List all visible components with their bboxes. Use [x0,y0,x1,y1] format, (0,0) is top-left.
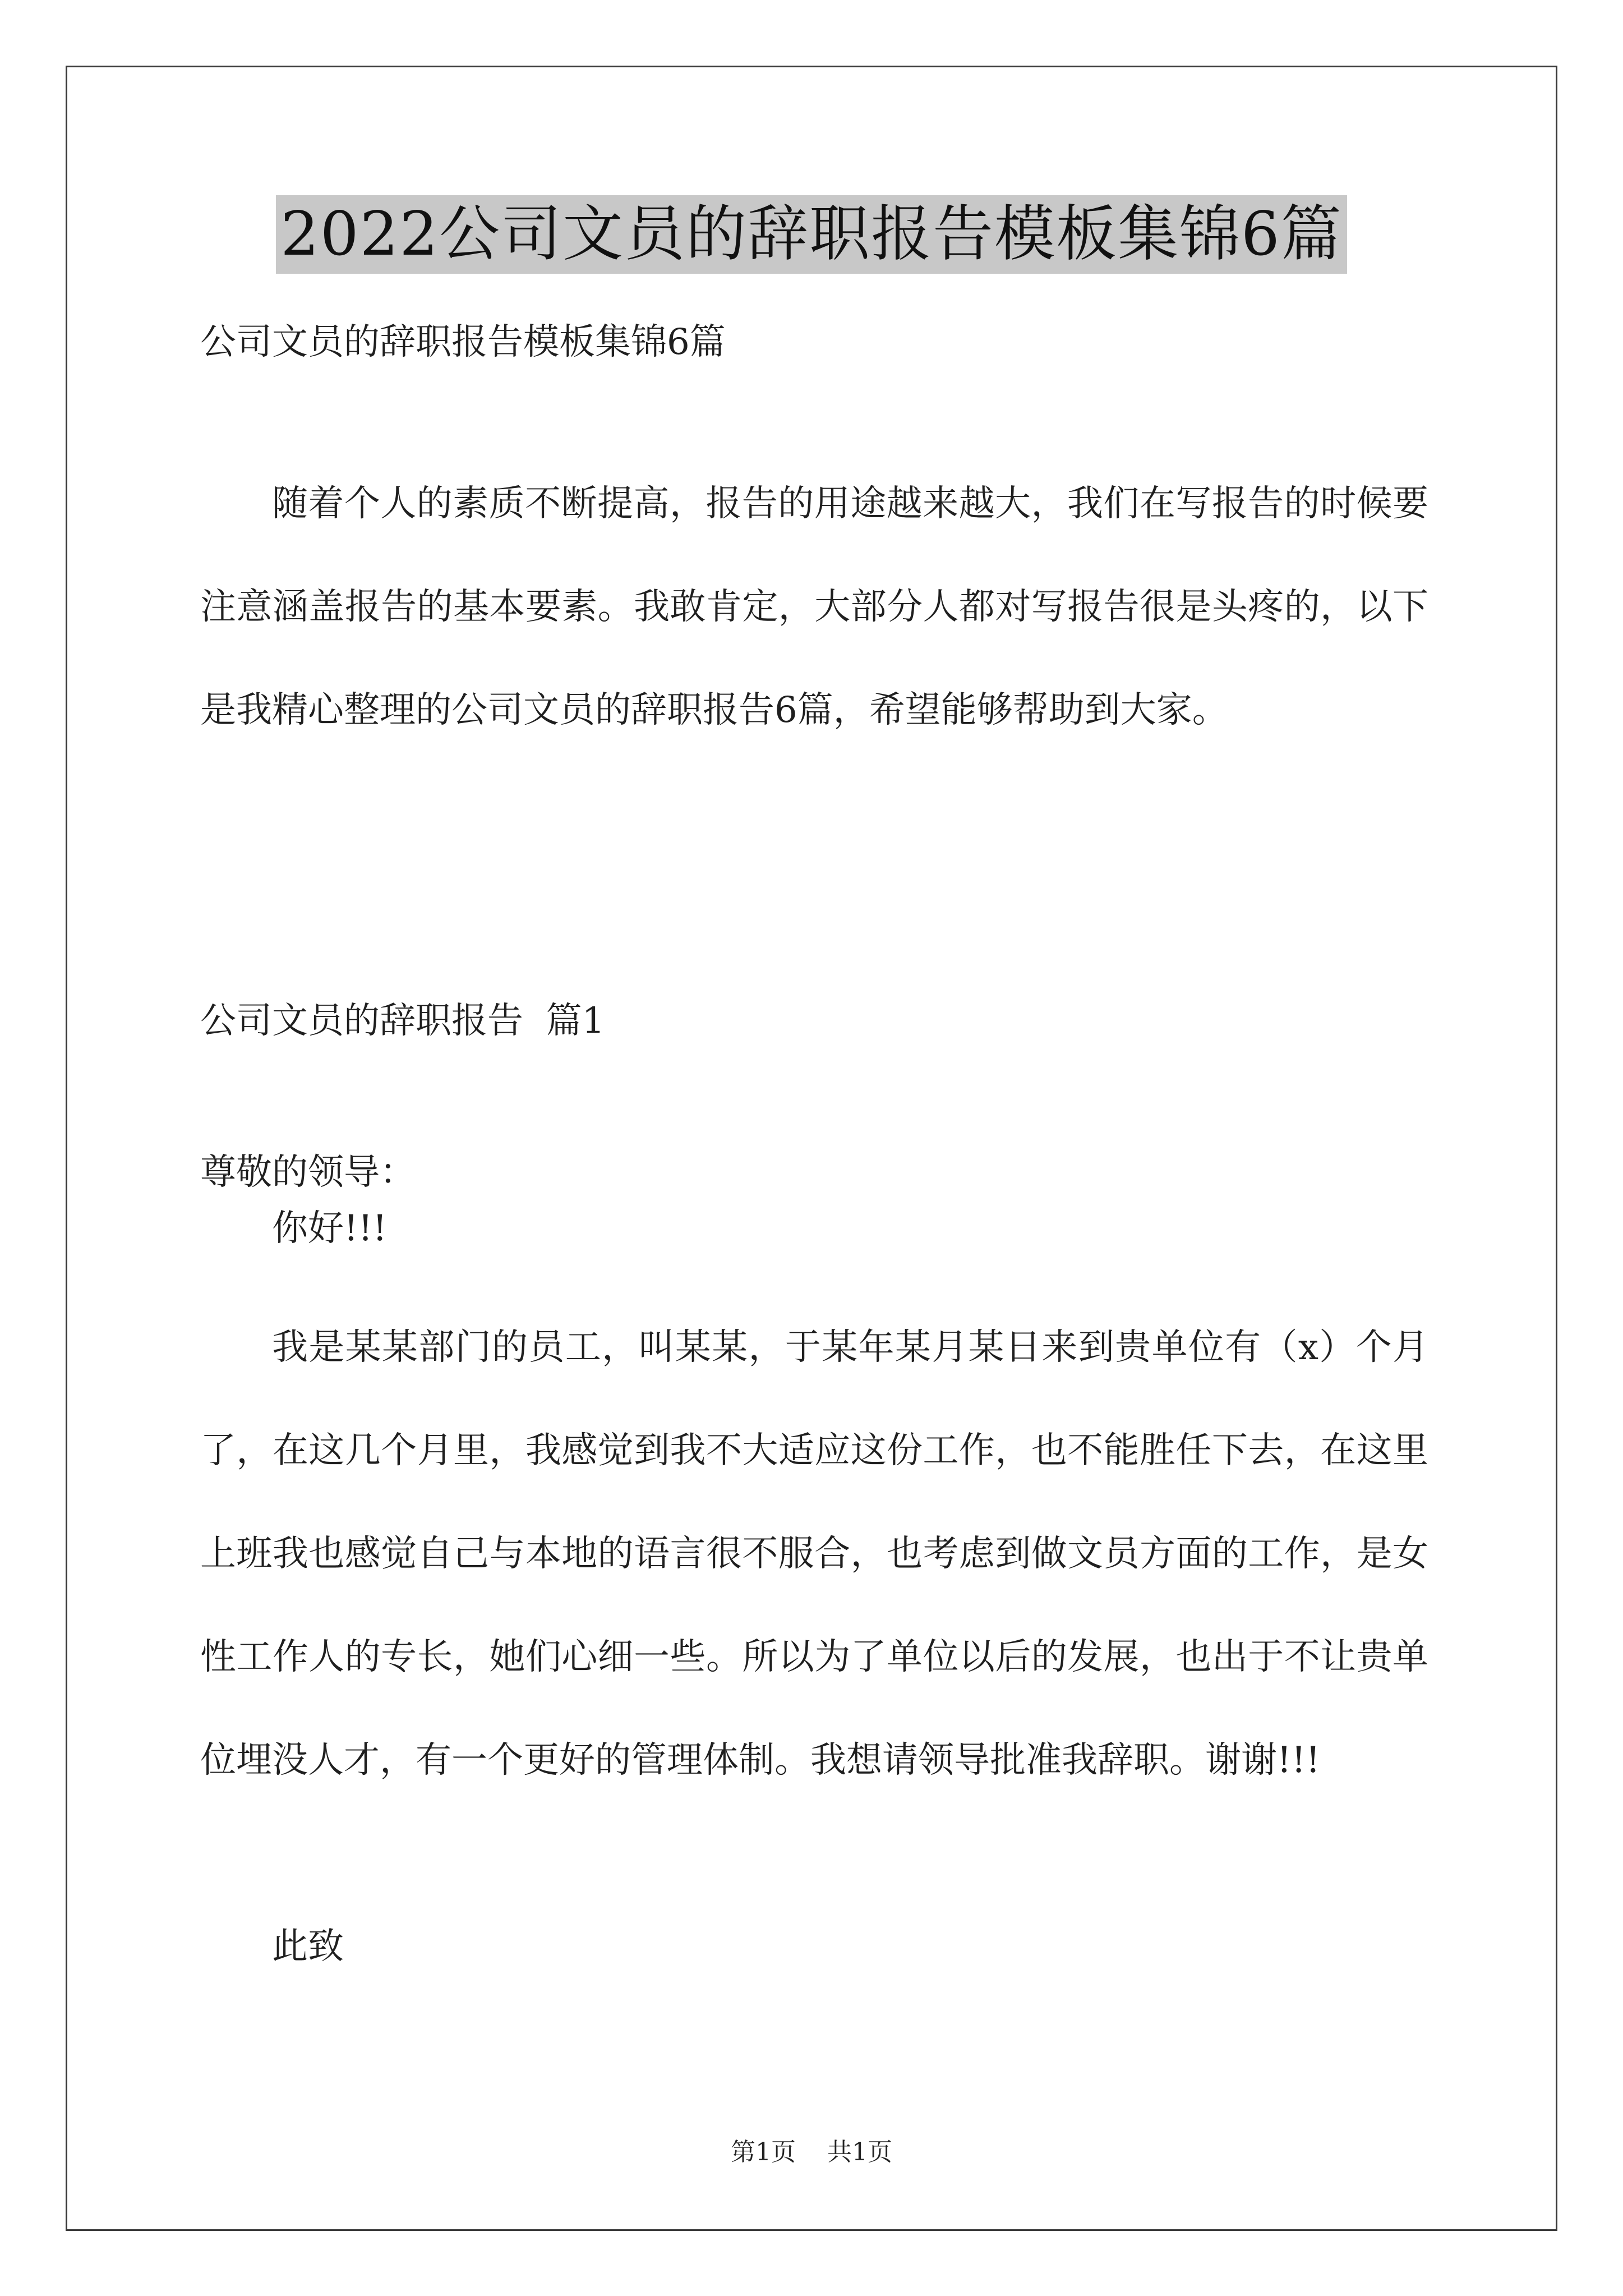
section-heading: 公司文员的辞职报告 篇1 [200,1000,605,1042]
intro-paragraph-block [200,452,1428,762]
section-heading-block [200,993,1428,1049]
salutation-block [200,1144,1428,1200]
greeting-block [200,1200,1428,1257]
document-subtitle [200,314,1428,370]
closing: 此致 [272,1926,344,1967]
salutation: 尊敬的领导： [200,1152,416,1193]
body-paragraph-block [200,1296,1428,1812]
intro-paragraph: 随着个人的素质不断提高，报告的用途越来越大，我们在写报告的时候要注意涵盖报告的基本要素。我敢肯定，大部分人都对写报告很是头疼的，以下是我精心整理的公司文员的辞职报告6篇，希望能够帮助到大家。 [200,483,1428,731]
page-footer [0,2132,1623,2168]
subtitle-text: 公司文员的辞职报告模板集锦6篇 [200,321,726,363]
body-paragraph: 我是某某部门的员工，叫某某，于某年某月某日来到贵单位有（x）个月了，在这几个月里，我感觉到我不大适应这份工作，也不能胜任下去，在这里上班我也感觉自己与本地的语言很不服合，也考虑到做文员方面的工作，是女性工作人的专长，她们心细一些。所以为了单位以后的发展，也出于不让贵单位埋没人才，有一个更好的管理体制。我想请领导批准我辞职。谢谢!!! [200,1327,1428,1781]
page-current: 第1页 [731,2138,796,2166]
document-title: 2022公司文员的辞职报告模板集锦6篇 [276,195,1347,274]
title-container [0,195,1623,274]
greeting: 你好!!! [272,1208,388,1249]
page-total: 共1页 [827,2138,892,2166]
closing-block [200,1918,1428,1975]
